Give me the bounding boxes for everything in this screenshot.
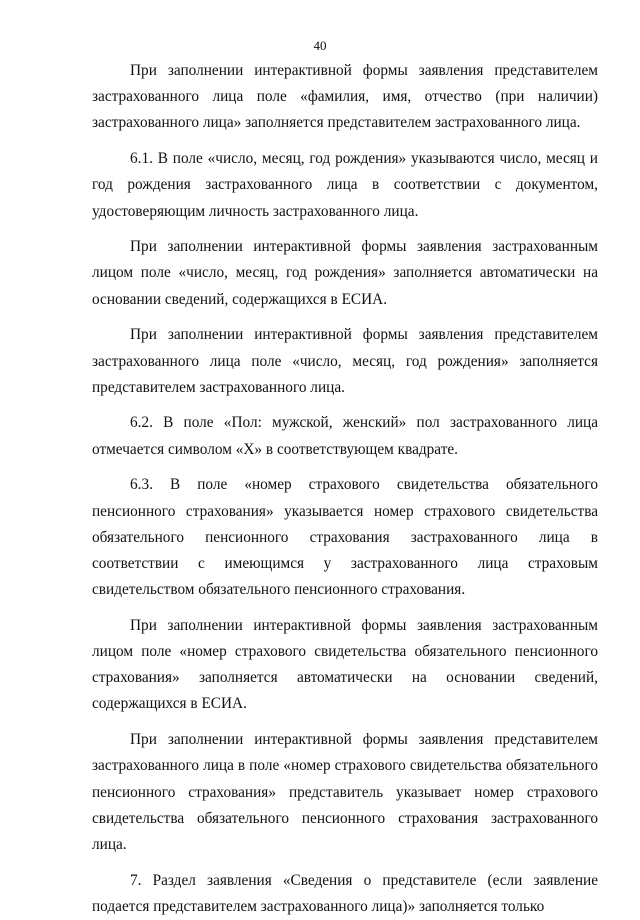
document-body [92, 58, 598, 920]
page-number: 40 [313, 38, 327, 53]
paragraph-representative-birth-date: При заполнении интерактивной формы заявления представителем застрахованного лица поле «число, месяц, год рождения» заполняется представителем застрахованного лица. [92, 326, 598, 396]
paragraph-7-representative-section: 7. Раздел заявления «Сведения о представителе (если заявление подается представителем застрахованного лица)» заполняется только [92, 871, 598, 915]
paragraph-representative-fio: При заполнении интерактивной формы заявления представителем застрахованного лица поле «фамилия, имя, отчество (при наличии) застрахованного лица» заполняется представителем застрахованного лица. [92, 62, 598, 132]
paragraph-representative-insurance-number: При заполнении интерактивной формы заявления представителем застрахованного лица в поле «номер страхового свидетельства обязательного пенсионного страхования» представитель указывает номер страхового свидетельства обязательного пенсионного страхования застрахованного лица. [92, 731, 598, 853]
paragraph-6-1-birth-date: 6.1. В поле «число, месяц, год рождения» указываются число, месяц и год рождения застрахованного лица в соответствии с документом, удостоверяющим личность застрахованного лица. [92, 150, 598, 220]
paragraph-6-3-insurance-number: 6.3. В поле «номер страхового свидетельства обязательного пенсионного страхования» указывается номер страхового свидетельства обязательного пенсионного страхования застрахованного лица в соответствии с имеющимся у застрахованного лица страховым свидетельством обязательного пенсионного страхования. [92, 476, 598, 599]
paragraph-insured-birth-date-auto: При заполнении интерактивной формы заявления застрахованным лицом поле «число, месяц, год рождения» заполняется автоматически на основании сведений, содержащихся в ЕСИА. [92, 238, 598, 308]
paragraph-6-2-gender: 6.2. В поле «Пол: мужской, женский» пол застрахованного лица отмечается символом «Х» в соответствующем квадрате. [92, 414, 598, 458]
paragraph-insured-insurance-number-auto: При заполнении интерактивной формы заявления застрахованным лицом поле «номер страхового свидетельства обязательного пенсионного страхования» заполняется автоматически на основании сведений, содержащихся в ЕСИА. [92, 616, 598, 713]
